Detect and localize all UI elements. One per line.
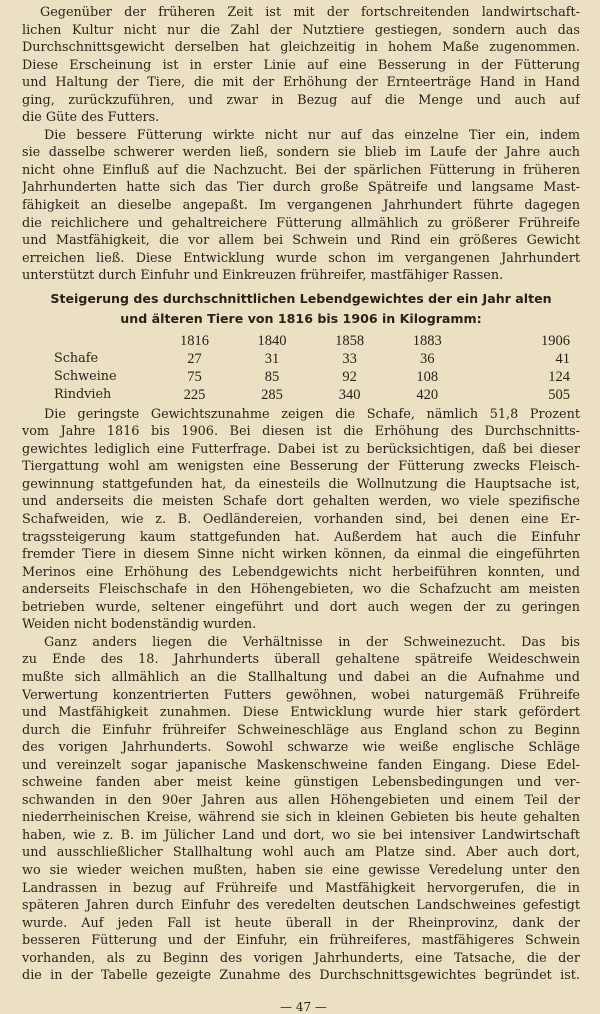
table-cell: 27 bbox=[187, 350, 202, 367]
row-label: Schafe bbox=[54, 350, 99, 366]
table-cell: 124 bbox=[548, 368, 570, 385]
text-line: Landrassen in bezug auf Frühreife und Mastfähigkeit hervorgerufen, die in bbox=[22, 880, 580, 896]
text-line: und vereinzelt sogar japanische Maskenschweine fanden Eingang. Diese Edel- bbox=[22, 757, 580, 773]
paragraph-1 bbox=[22, 4, 580, 127]
text-line: Jahrhunderten hatte sich das Tier durch große Spätreife und langsame Mast- bbox=[22, 180, 580, 196]
text-line: sie dasselbe schwerer werden ließ, sondern sie blieb im Laufe der Jahre auch bbox=[22, 145, 580, 161]
table-cell: 285 bbox=[261, 386, 283, 403]
table-row bbox=[54, 386, 580, 404]
text-line: Weiden nicht bodenständig wurden. bbox=[22, 617, 257, 633]
text-line: des vorigen Jahrhunderts. Sowohl schwarze wie weiße englische Schläge bbox=[22, 740, 580, 756]
text-line: wo sie wieder weichen mußten, haben sie eine gewisse Veredelung unter den bbox=[22, 862, 580, 878]
row-label: Rindvieh bbox=[54, 386, 112, 402]
text-line: durch die Einfuhr frühreifer Schweineschläge aus England schon zu Beginn bbox=[22, 722, 580, 738]
text-line: gewinnung stattgefunden hat, da einesteils die Wollnutzung die Hauptsache ist, bbox=[22, 476, 580, 492]
text-line: nicht ohne Einfluß auf die Nachzucht. Bei der spärlichen Fütterung in früheren bbox=[22, 162, 580, 178]
table-cell: 225 bbox=[183, 386, 206, 403]
text-line: betrieben wurde, seltener eingeführt und dort auch wegen der zu geringen bbox=[22, 599, 580, 615]
text-line: Ganz anders liegen die Verhältnisse in der Schweinezucht. Das bis bbox=[44, 634, 580, 650]
paragraph-4 bbox=[22, 634, 580, 985]
text-line: und Mastfähigkeit, die vor allem bei Schwein und Rind ein größeres Gewicht bbox=[22, 233, 580, 249]
text-line: Gegenüber der früheren Zeit ist mit der fortschreitenden landwirtschaft- bbox=[40, 5, 580, 20]
text-line: und Mastfähigkeit zunahmen. Diese Entwicklung wurde hier stark gefördert bbox=[22, 705, 580, 721]
weight-table bbox=[54, 332, 580, 404]
table-cell: 340 bbox=[338, 386, 361, 403]
text-line: anderseits Fleischschafe in den Höhengebieten, wo die Schafzucht am meisten bbox=[22, 582, 580, 598]
text-line: schweine fanden aber meist keine günstigen Lebensbedingungen und ver- bbox=[22, 775, 580, 791]
text-line: Die bessere Fütterung wirkte nicht nur auf das einzelne Tier ein, indem bbox=[44, 127, 580, 143]
text-line: und ausschließlicher Stallhaltung wohl auch am Platze sind. Aber auch dort, bbox=[22, 845, 580, 861]
year-header: 1883 bbox=[412, 332, 442, 349]
text-line: Die geringste Gewichtszunahme zeigen die Schafe, nämlich 51,8 Prozent bbox=[44, 406, 580, 422]
text-line: vom Jahre 1816 bis 1906. Bei diesen ist die Erhöhung des Durchschnitts- bbox=[22, 424, 580, 440]
text-line: Durchschnittsgewicht derselben hat gleichzeitig in hohem Maße zugenommen. bbox=[22, 40, 580, 56]
table-cell: 75 bbox=[187, 368, 202, 385]
text-line: zu Ende des 18. Jahrhunderts überall gehaltene spätreife Weideschwein bbox=[22, 652, 580, 668]
table-cell: 36 bbox=[419, 350, 435, 367]
text-line: wurde. Auf jeden Fall ist heute überall in der Rheinprovinz, dank der bbox=[22, 915, 580, 931]
table-cell: 108 bbox=[416, 368, 439, 385]
paragraph-2 bbox=[22, 127, 580, 285]
table-cell: 31 bbox=[264, 350, 280, 367]
row-label: Schweine bbox=[54, 368, 117, 384]
text-line: vorhanden, als zu Beginn des vorigen Jahrhunderts, eine Tatsache, die der bbox=[22, 950, 580, 966]
table-header-row bbox=[54, 332, 580, 350]
text-line: Diese Erscheinung ist in erster Linie auf eine Besserung in der Fütterung bbox=[22, 57, 580, 73]
text-line: Merinos eine Erhöhung des Lebendgewichts nicht herbeiführen konnten, und bbox=[22, 564, 580, 580]
text-line: haben, wie z. B. im Jülicher Land und dort, wo sie bei intensiver Landwirtschaft bbox=[22, 827, 580, 843]
text-line: Schafweiden, wie z. B. Oedländereien, vorhanden sind, bei denen eine Er- bbox=[22, 512, 580, 528]
text-line: Tiergattung wohl am wenigsten eine Besserung der Fütterung zwecks Fleisch- bbox=[22, 459, 580, 475]
table-caption-line: Steigerung des durchschnittlichen Lebendgewichtes der ein Jahr alten bbox=[50, 290, 552, 306]
text-line: Verwertung konzentrierten Futters gewöhnen, wobei naturgemäß Frühreife bbox=[22, 687, 580, 703]
text-line: späteren Jahren durch Einfuhr des veredelten deutschen Landschweines gefestigt bbox=[22, 898, 580, 914]
year-header: 1858 bbox=[335, 332, 365, 349]
table-cell: 92 bbox=[342, 368, 357, 385]
text-line: mußte sich allmählich an die Stallhaltung und dabei an die Aufnahme und bbox=[22, 669, 580, 685]
text-line: tragssteigerung kaum stattgefunden hat. Außerdem hat auch die Einfuhr bbox=[22, 529, 580, 545]
table-cell: 420 bbox=[416, 386, 439, 403]
year-header: 1906 bbox=[541, 332, 570, 349]
text-line: ging, zurückzuführen, und zwar in Bezug auf die Menge und auch auf bbox=[22, 92, 580, 108]
year-header: 1816 bbox=[179, 332, 209, 349]
table-cell: 505 bbox=[548, 386, 570, 403]
table-corner bbox=[54, 332, 156, 350]
text-line: schwanden in den 90er Jahren aus allen Höhengebieten und einem Teil der bbox=[22, 792, 580, 808]
text-line: erreichen ließ. Diese Entwicklung wurde schon im vergangenen Jahrhundert bbox=[22, 250, 580, 266]
page-number: — 47 — bbox=[280, 1000, 327, 1014]
year-header: 1840 bbox=[257, 332, 287, 349]
table-row bbox=[54, 350, 580, 368]
text-line: die Güte des Futters. bbox=[22, 110, 160, 126]
text-line: die in der Tabelle gezeigte Zunahme des Durchschnittsgewichtes begründet ist. bbox=[22, 968, 580, 984]
text-line: und Haltung der Tiere, die mit der Erhöhung der Ernteerträge Hand in Hand bbox=[22, 75, 580, 91]
table-cell: 85 bbox=[264, 368, 280, 385]
table-cell: 33 bbox=[342, 350, 357, 367]
text-line: lichen Kultur nicht nur die Zahl der Nutztiere gestiegen, sondern auch das bbox=[22, 22, 580, 38]
text-line: besseren Fütterung und der Einfuhr, ein frühreiferes, mastfähigeres Schwein bbox=[22, 933, 580, 949]
text-line: unterstützt durch Einfuhr und Einkreuzen frühreifer, mastfähiger Rassen. bbox=[22, 268, 504, 284]
text-line: fremder Tiere in diesem Sinne nicht wirken können, da einmal die eingeführten bbox=[22, 547, 580, 563]
table-caption-line: und älteren Tiere von 1816 bis 1906 in Kilogramm: bbox=[120, 310, 482, 326]
text-line: und anderseits die meisten Schafe dort gehalten werden, wo viele spezifische bbox=[22, 494, 580, 510]
text-line: fähigkeit an dieselbe angepaßt. Im vergangenen Jahrhundert führte dagegen bbox=[22, 198, 580, 214]
paragraph-3 bbox=[22, 406, 580, 634]
table-row bbox=[54, 368, 580, 386]
table-cell: 41 bbox=[555, 350, 570, 367]
text-line: niederrheinischen Kreise, während sie sich in kleinen Gebieten bis heute gehalten bbox=[22, 810, 580, 826]
text-line: gewichtes lediglich eine Futterfrage. Dabei ist zu berücksichtigen, daß bei dieser bbox=[22, 441, 580, 457]
text-line: die reichlichere und gehaltreichere Fütterung allmählich zu größerer Frühreife bbox=[22, 215, 580, 231]
